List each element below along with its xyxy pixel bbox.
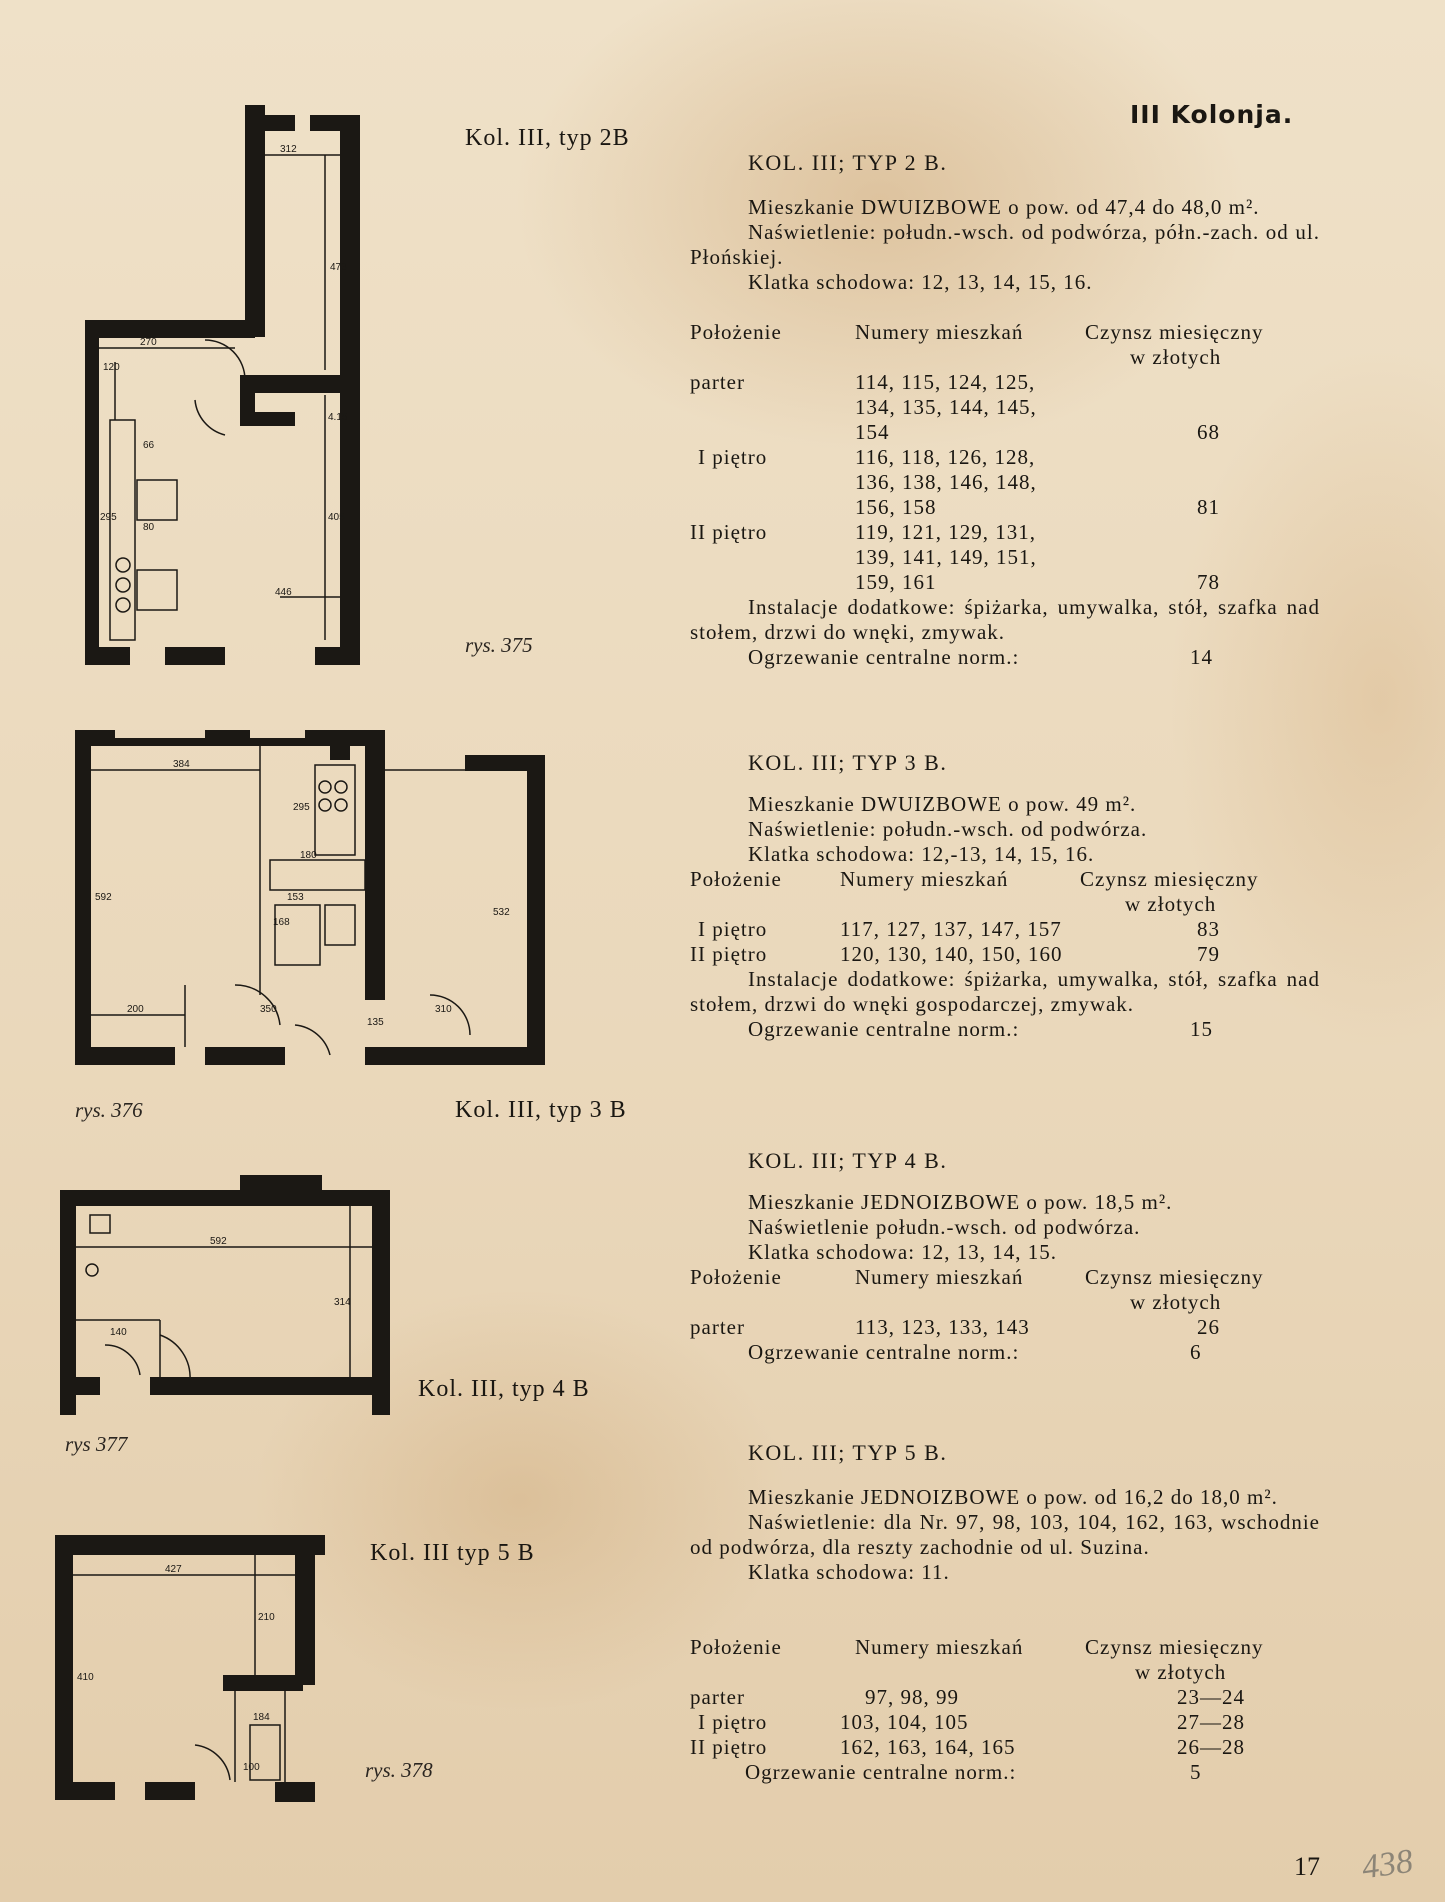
col-header-rent: Czynsz miesięczny [1080, 867, 1259, 891]
floor-cell: I piętro [698, 1710, 768, 1734]
heating-label: Ogrzewanie centralne norm.: [748, 1340, 1020, 1364]
floor-plan-typ-3b [75, 725, 550, 1075]
dim-label: 314 [334, 1297, 351, 1308]
col-header-floor: Położenie [690, 1265, 782, 1289]
staircase-text: Klatka schodowa: 12, 13, 14, 15, 16. [748, 270, 1093, 294]
lighting-text: Naświetlenie połudn.-wsch. od podwórza. [748, 1215, 1141, 1239]
col-header-rent: Czynsz miesięczny [1085, 1635, 1264, 1659]
col-header-numbers: Numery mieszkań [840, 867, 1009, 891]
dim-label: 80 [143, 522, 155, 533]
dim-label: 405 [328, 512, 345, 523]
numbers-cell: 113, 123, 133, 143 [855, 1315, 1030, 1339]
dim-label: 140 [110, 1327, 127, 1338]
rent-cell: 26—28 [1177, 1735, 1245, 1759]
table-row [690, 370, 1320, 395]
floor-cell: II piętro [690, 942, 768, 966]
floor-cell: II piętro [690, 1735, 768, 1759]
dim-label: 120 [103, 362, 120, 373]
area-text: Mieszkanie JEDNOIZBOWE o pow. 18,5 m². [748, 1190, 1173, 1214]
floor-plan-typ-5b [55, 1530, 340, 1820]
col-header-numbers: Numery mieszkań [855, 320, 1024, 344]
figure-number: rys 377 [65, 1432, 128, 1456]
rent-cell: 23—24 [1177, 1685, 1245, 1709]
dim-label: 427 [165, 1564, 182, 1575]
dim-label: 295 [293, 802, 310, 813]
col-header-rent-unit: w złotych [1135, 1660, 1227, 1684]
numbers-cell: 159, 161 [855, 570, 937, 594]
handwritten-note: 438 [1359, 1842, 1416, 1887]
dim-label: 410 [77, 1672, 94, 1683]
dim-label: 312 [280, 144, 297, 155]
numbers-cell: 103, 104, 105 [840, 1710, 969, 1734]
col-header-floor: Położenie [690, 867, 782, 891]
dim-label: 200 [127, 1004, 144, 1015]
heating-value: 5 [1190, 1760, 1202, 1784]
rent-table [690, 1265, 1320, 1340]
dim-label: 532 [493, 907, 510, 918]
heating-label: Ogrzewanie centralne norm.: [748, 1017, 1020, 1041]
table-row [690, 1710, 1320, 1735]
floor-cell: I piętro [698, 445, 768, 469]
dim-label: 135 [367, 1017, 384, 1028]
dim-label: 310 [435, 1004, 452, 1015]
table-row [690, 1315, 1320, 1340]
figure-number: rys. 375 [465, 633, 533, 657]
figure-caption: Kol. III, typ 3 B [455, 1097, 627, 1123]
dim-label: 180 [300, 850, 317, 861]
col-header-floor: Położenie [690, 320, 782, 344]
numbers-cell: 156, 158 [855, 495, 937, 519]
staircase-text: Klatka schodowa: 12,-13, 14, 15, 16. [748, 842, 1095, 866]
section-heading: KOL. III; TYP 4 B. [748, 1148, 948, 1173]
rent-cell: 68 [1197, 420, 1220, 444]
numbers-cell: 114, 115, 124, 125, [855, 370, 1036, 394]
page-number: 17 [1294, 1852, 1320, 1881]
numbers-cell: 136, 138, 146, 148, [855, 470, 1037, 494]
floor-cell: parter [690, 370, 745, 394]
floor-cell: I piętro [698, 917, 768, 941]
dim-label: 446 [275, 587, 292, 598]
numbers-cell: 117, 127, 137, 147, 157 [840, 917, 1062, 941]
installations-text: Instalacje dodatkowe: śpiżarka, umywalka, stół, szafka nad stołem, drzwi do wnęki, zmywak. [690, 595, 1320, 644]
dim-label: 473 [330, 262, 347, 273]
col-header-rent: Czynsz miesięczny [1085, 1265, 1264, 1289]
numbers-cell: 97, 98, 99 [865, 1685, 959, 1709]
table-row [690, 917, 1320, 942]
dim-label: 350 [260, 1004, 277, 1015]
dim-label: 184 [253, 1712, 270, 1723]
section-heading: KOL. III; TYP 2 B. [748, 150, 948, 175]
table-row [690, 520, 1320, 545]
numbers-cell: 139, 141, 149, 151, [855, 545, 1037, 569]
numbers-cell: 162, 163, 164, 165 [840, 1735, 1016, 1759]
heating-label: Ogrzewanie centralne norm.: [748, 645, 1020, 669]
figure-caption: Kol. III, typ 4 B [418, 1376, 590, 1402]
rent-cell: 81 [1197, 495, 1220, 519]
numbers-cell: 134, 135, 144, 145, [855, 395, 1037, 419]
figure-caption: Kol. III typ 5 B [370, 1540, 535, 1566]
rent-table [690, 867, 1320, 967]
numbers-cell: 120, 130, 140, 150, 160 [840, 942, 1063, 966]
dim-label: 592 [95, 892, 112, 903]
area-text: Mieszkanie JEDNOIZBOWE o pow. od 16,2 do 18,0 m². [748, 1485, 1278, 1509]
rent-cell: 27—28 [1177, 1710, 1245, 1734]
lighting-text: Naświetlenie: połudn.-wsch. od podwórza. [748, 817, 1148, 841]
installations-text: Instalacje dodatkowe: śpiżarka, umywalka, stół, szafka nad stołem, drzwi do wnęki gospodarczej, zmywak. [690, 967, 1320, 1016]
heating-value: 15 [1190, 1017, 1213, 1041]
colony-title: III Kolonja. [1130, 100, 1294, 129]
numbers-cell: 119, 121, 129, 131, [855, 520, 1036, 544]
col-header-numbers: Numery mieszkań [855, 1265, 1024, 1289]
rent-cell: 83 [1197, 917, 1220, 941]
rent-table [690, 320, 1320, 595]
col-header-rent-unit: w złotych [1130, 1290, 1222, 1314]
section-heading: KOL. III; TYP 5 B. [748, 1440, 948, 1465]
dim-label: 100 [243, 1762, 260, 1773]
figure-caption: Kol. III, typ 2B [465, 125, 630, 151]
table-row [690, 445, 1320, 470]
rent-cell: 79 [1197, 942, 1220, 966]
dim-label: 4.15 [328, 412, 348, 423]
dim-label: 592 [210, 1236, 227, 1247]
heating-value: 14 [1190, 645, 1213, 669]
dim-label: 210 [258, 1612, 275, 1623]
numbers-cell: 154 [855, 420, 890, 444]
col-header-rent-unit: w złotych [1125, 892, 1217, 916]
area-text: Mieszkanie DWUIZBOWE o pow. od 47,4 do 48,0 m². [748, 195, 1260, 219]
col-header-numbers: Numery mieszkań [855, 1635, 1024, 1659]
figure-number: rys. 378 [365, 1758, 433, 1782]
col-header-floor: Położenie [690, 1635, 782, 1659]
figure-number: rys. 376 [75, 1098, 143, 1122]
dim-label: 295 [100, 512, 117, 523]
table-row [690, 942, 1320, 967]
floor-cell: parter [690, 1685, 745, 1709]
rent-cell: 78 [1197, 570, 1220, 594]
dim-label: 168 [273, 917, 290, 928]
dim-label: 153 [287, 892, 304, 903]
area-text: Mieszkanie DWUIZBOWE o pow. 49 m². [748, 792, 1137, 816]
staircase-text: Klatka schodowa: 12, 13, 14, 15. [748, 1240, 1058, 1264]
rent-cell: 26 [1197, 1315, 1220, 1339]
section-heading: KOL. III; TYP 3 B. [748, 750, 948, 775]
floor-cell: II piętro [690, 520, 768, 544]
lighting-text: Naświetlenie: połudn.-wsch. od podwórza, półn.-zach. od ul. Płońskiej. [690, 220, 1320, 269]
dim-label: 384 [173, 759, 190, 770]
col-header-rent-unit: w złotych [1130, 345, 1222, 369]
dim-label: 270 [140, 337, 157, 348]
heating-label: Ogrzewanie centralne norm.: [745, 1760, 1017, 1784]
floor-cell: parter [690, 1315, 745, 1339]
floor-plan-typ-4b [60, 1175, 400, 1415]
lighting-text: Naświetlenie: dla Nr. 97, 98, 103, 104, 162, 163, wschodnie od podwórza, dla reszty zachodnie od ul. Suzina. [690, 1510, 1320, 1559]
table-row [690, 1735, 1320, 1760]
numbers-cell: 116, 118, 126, 128, [855, 445, 1036, 469]
staircase-text: Klatka schodowa: 11. [748, 1560, 950, 1584]
rent-table [690, 1635, 1320, 1760]
col-header-rent: Czynsz miesięczny [1085, 320, 1264, 344]
floor-plan-typ-2b [85, 100, 440, 670]
heating-value: 6 [1190, 1340, 1202, 1364]
table-row [690, 1685, 1320, 1710]
dim-label: 66 [143, 440, 155, 451]
